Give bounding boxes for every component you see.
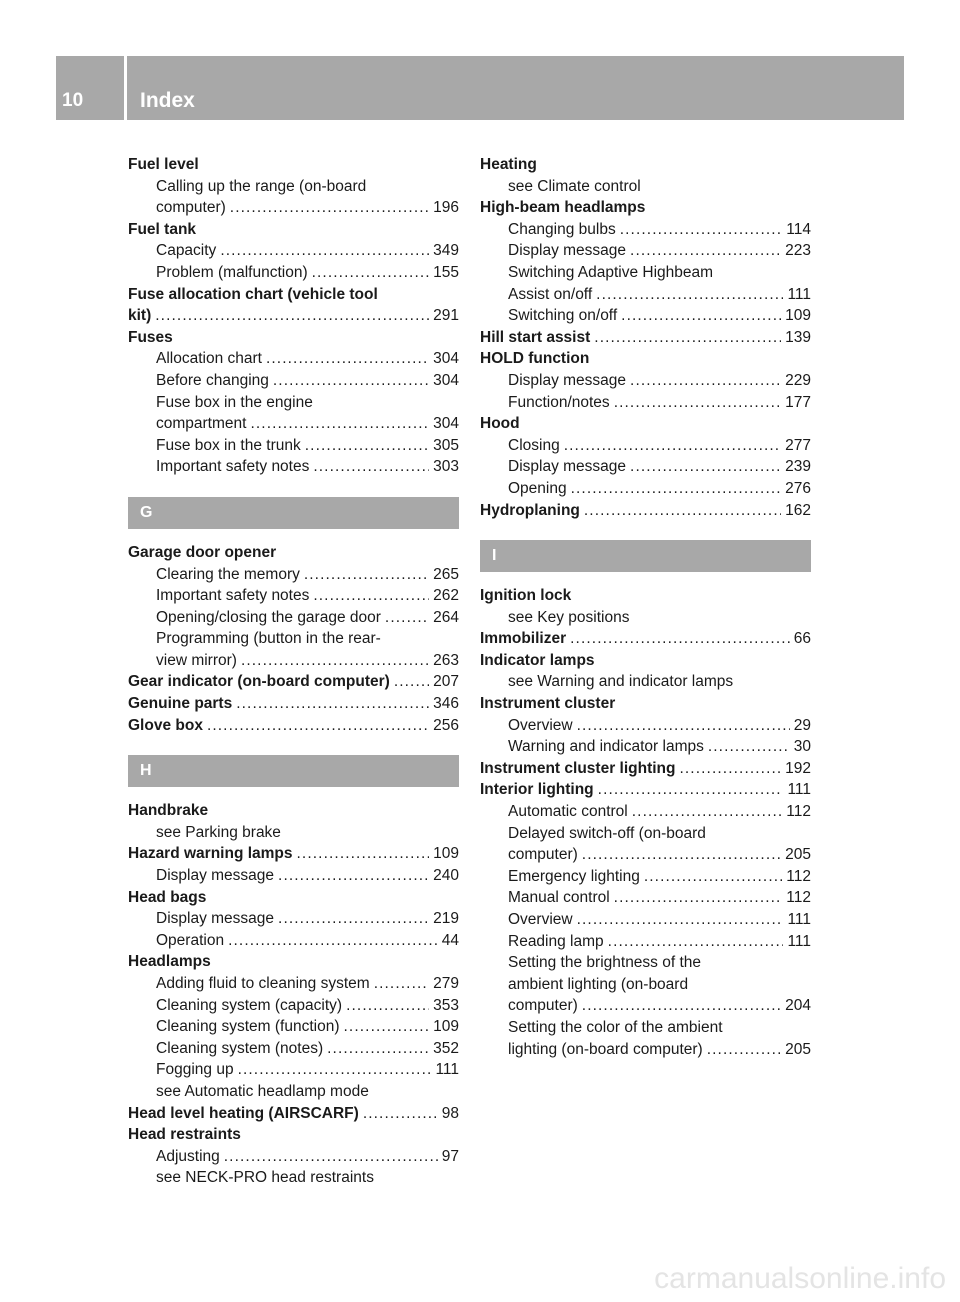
index-subentry: Display message . . . 239: [480, 456, 811, 478]
index-entry: Head restraints: [128, 1126, 241, 1144]
index-entry: Ignition lock: [480, 587, 572, 605]
index-entry: Headlamps: [128, 953, 211, 971]
index-entry: Hood: [480, 415, 520, 433]
page-number: 10: [62, 90, 84, 111]
index-entry: Hazard warning lamps . . . 109: [128, 843, 459, 865]
index-subentry: Opening/closing the garage door . . . 264: [128, 607, 459, 629]
index-subentry: Important safety notes . . . 303: [128, 456, 459, 478]
index-subentry: see NECK-PRO head restraints: [156, 1169, 374, 1187]
index-subentry: Clearing the memory . . . 265: [128, 564, 459, 586]
index-entry: Fuel tank: [128, 220, 197, 238]
index-subentry: Cleaning system (function) . . . 109: [128, 1016, 459, 1038]
index-subentry: Changing bulbs . . . 114: [480, 219, 811, 241]
index-entry: Instrument cluster lighting . . . 192: [480, 758, 811, 780]
index-subentry: Capacity . . . 349: [128, 240, 459, 262]
index-subentry: Function/notes . . . 177: [480, 392, 811, 414]
index-entry: Head level heating (AIRSCARF) . . . 98: [128, 1103, 459, 1125]
index-entry: Handbrake: [128, 802, 209, 820]
index-subentry: Display message . . . 223: [480, 240, 811, 262]
index-subentry: computer) . . . 204: [480, 995, 811, 1017]
index-subentry: Fogging up . . . 111: [128, 1059, 459, 1081]
index-subentry: see Key positions: [508, 608, 630, 626]
watermark: carmanualsonline.info: [654, 1262, 946, 1295]
index-subentry: Overview . . . 111: [480, 909, 811, 931]
index-subentry: Setting the color of the ambient: [508, 1018, 723, 1036]
index-entry: High-beam headlamps: [480, 199, 646, 217]
index-subentry: Switching on/off . . . 109: [480, 305, 811, 327]
index-entry: Immobilizer . . . 66: [480, 628, 811, 650]
index-subentry: Problem (malfunction) . . . 155: [128, 262, 459, 284]
index-subentry: Programming (button in the rear-: [156, 630, 381, 648]
index-entry: Interior lighting . . . 111: [480, 779, 811, 801]
index-subentry: Automatic control . . . 112: [480, 801, 811, 823]
index-subentry: Assist on/off . . . 111: [480, 284, 811, 306]
index-entry: Instrument cluster: [480, 695, 616, 713]
index-subentry: ambient lighting (on-board: [508, 975, 689, 993]
section-letter-h: H: [128, 755, 459, 787]
section-letter-i: I: [480, 540, 811, 572]
index-subentry: Display message . . . 229: [480, 370, 811, 392]
index-entry: Hill start assist . . . 139: [480, 327, 811, 349]
index-subentry: Setting the brightness of the: [508, 954, 702, 972]
index-entry: Head bags: [128, 888, 207, 906]
index-subentry: Closing . . . 277: [480, 435, 811, 457]
index-subentry: Calling up the range (on-board: [156, 177, 367, 195]
index-subentry: Opening . . . 276: [480, 478, 811, 500]
index-subentry: Reading lamp . . . 111: [480, 931, 811, 953]
index-subentry: Warning and indicator lamps . . . 30: [480, 736, 811, 758]
index-subentry: see Automatic headlamp mode: [156, 1082, 369, 1100]
index-subentry: Adjusting . . . 97: [128, 1146, 459, 1168]
index-subentry: view mirror) . . . 263: [128, 650, 459, 672]
index-entry: Hydroplaning . . . 162: [480, 500, 811, 522]
index-entry: Fuses: [128, 328, 173, 346]
section-letter-g: G: [128, 497, 459, 529]
index-subentry: Important safety notes . . . 262: [128, 585, 459, 607]
index-subentry: Cleaning system (capacity) . . . 353: [128, 995, 459, 1017]
index-subentry: Display message . . . 219: [128, 908, 459, 930]
index-subentry: Adding fluid to cleaning system . . . 279: [128, 973, 459, 995]
index-subentry: Before changing . . . 304: [128, 370, 459, 392]
index-subentry: Manual control . . . 112: [480, 887, 811, 909]
index-column-left: [128, 154, 459, 1189]
index-subentry: Delayed switch-off (on-board: [508, 824, 706, 842]
index-subentry: Operation . . . 44: [128, 930, 459, 952]
index-column-right: [480, 154, 811, 1060]
index-entry: Gear indicator (on-board computer) . . . 207: [128, 671, 459, 693]
index-entry: Fuel level: [128, 156, 199, 173]
index-subentry: compartment . . . 304: [128, 413, 459, 435]
index-subentry: computer) . . . 196: [128, 197, 459, 219]
index-entry: Genuine parts . . . 346: [128, 693, 459, 715]
index-subentry: see Parking brake: [156, 823, 281, 841]
index-subentry: Emergency lighting . . . 112: [480, 866, 811, 888]
index-subentry: see Climate control: [508, 177, 641, 195]
index-subentry: see Warning and indicator lamps: [508, 673, 734, 691]
index-subentry: Fuse box in the engine: [156, 393, 313, 411]
index-subentry: Switching Adaptive Highbeam: [508, 263, 714, 281]
index-subentry: Allocation chart . . . 304: [128, 348, 459, 370]
index-subentry: lighting (on-board computer) . . . 205: [480, 1039, 811, 1061]
index-entry: kit) . . . 291: [128, 305, 459, 327]
index-subentry: Display message . . . 240: [128, 865, 459, 887]
header-separator: [124, 56, 127, 120]
index-entry: Glove box . . . 256: [128, 715, 459, 737]
index-subentry: Fuse box in the trunk . . . 305: [128, 435, 459, 457]
page-title: Index: [140, 89, 195, 112]
index-entry: Fuse allocation chart (vehicle tool: [128, 285, 378, 303]
index-entry: Indicator lamps: [480, 651, 595, 669]
index-entry: Heating: [480, 156, 537, 173]
index-entry: Garage door opener: [128, 543, 277, 561]
index-subentry: computer) . . . 205: [480, 844, 811, 866]
index-entry: HOLD function: [480, 350, 590, 368]
index-subentry: Overview . . . 29: [480, 715, 811, 737]
index-subentry: Cleaning system (notes) . . . 352: [128, 1038, 459, 1060]
